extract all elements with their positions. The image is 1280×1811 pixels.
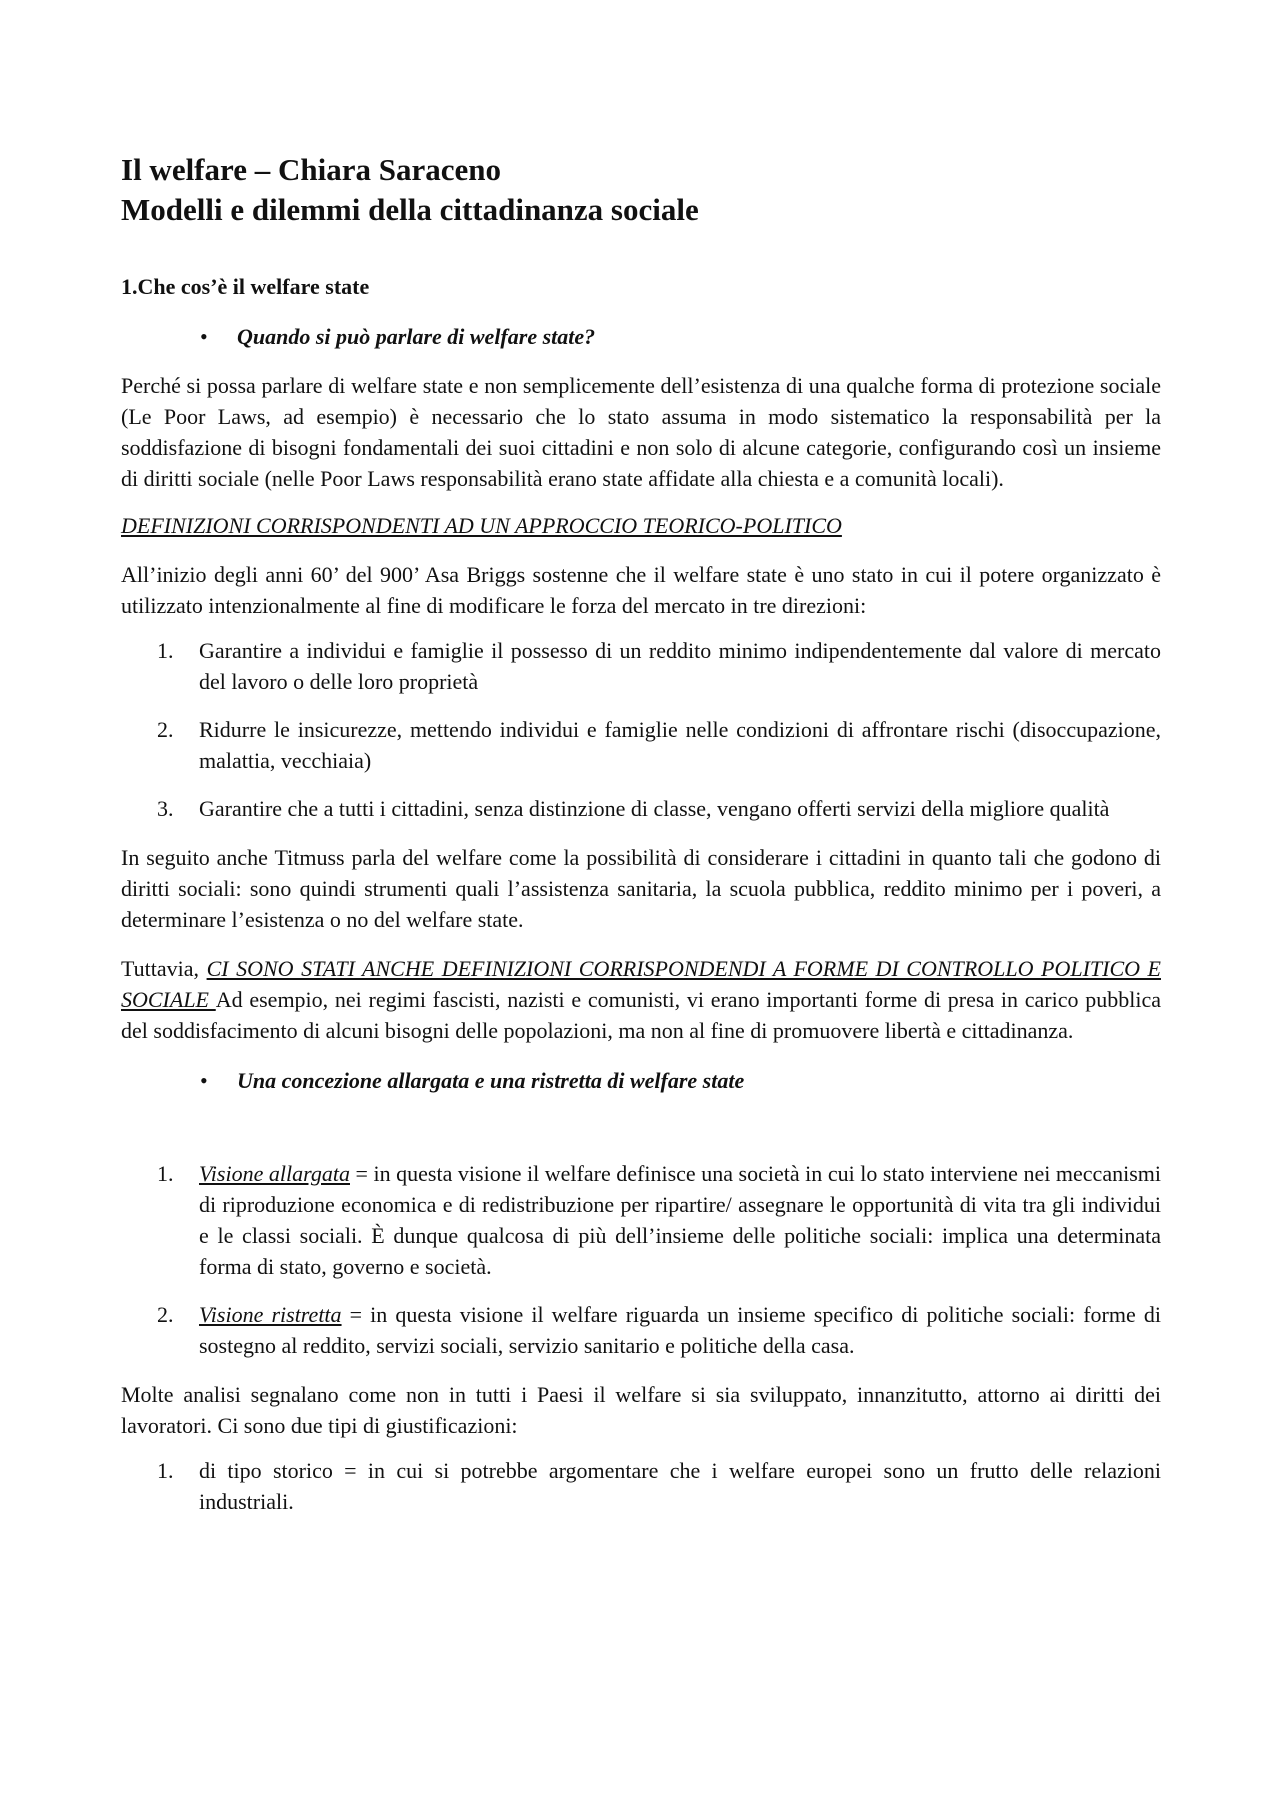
list-item-text: = in questa visione il welfare definisce una società in cui lo stato interviene nei meccanismi di riproduzione economica e di redistribuzione per ripartire/ assegnare le opportunità di vita tra gli individui e le classi sociali. È dunque qualcosa di più dell’insieme delle politiche sociali: implica una determinata forma di stato, governo e società. <box>199 1161 1161 1279</box>
list-item <box>121 1299 1161 1361</box>
list-item-number: 1. <box>157 1458 174 1483</box>
list-briggs-directions <box>121 635 1161 824</box>
bullet-dot-icon: • <box>200 1068 208 1093</box>
list-item <box>121 714 1161 776</box>
list-item <box>121 793 1161 824</box>
list-item-number: 2. <box>157 1302 174 1327</box>
document-title <box>121 150 1161 230</box>
list-item-number: 2. <box>157 717 174 742</box>
paragraph-4-rest: Ad esempio, nei regimi fascisti, nazisti e comunisti, vi erano importanti forme di presa in carico pubblica del soddisfacimento di alcuni bisogni delle popolazioni, ma non al fine di promuovere libertà e cittadinanza. <box>121 987 1161 1043</box>
term-visione-ristretta: Visione ristretta <box>199 1302 342 1327</box>
paragraph-4-lead: Tuttavia, <box>121 956 207 981</box>
bullet-question-2 <box>200 1066 1161 1096</box>
document-page <box>121 150 1161 1517</box>
bullet-question-2-text: Una concezione allargata e una ristretta di welfare state <box>237 1068 745 1093</box>
list-item-text: Ridurre le insicurezze, mettendo individui e famiglie nelle condizioni di affrontare rischi (disoccupazione, malattia, vecchiaia) <box>199 717 1161 773</box>
list-justifications <box>121 1455 1161 1517</box>
paragraph-4 <box>121 953 1161 1046</box>
bullet-question-1-text: Quando si può parlare di welfare state? <box>237 324 596 349</box>
list-item-text: = in questa visione il welfare riguarda un insieme specifico di politiche sociali: forme di sostegno al reddito, servizi sociali, servizio sanitario e politiche della casa. <box>199 1302 1161 1358</box>
list-item-text: Garantire a individui e famiglie il possesso di un reddito minimo indipendentemente dal valore di mercato del lavoro o delle loro proprietà <box>199 638 1161 694</box>
list-item <box>121 635 1161 697</box>
list-item-number: 1. <box>157 1161 174 1186</box>
paragraph-4-emphasis: CI SONO STATI ANCHE DEFINIZIONI CORRISPONDENDI A FORME DI CONTROLLO POLITICO E SOCIALE <box>121 956 1161 1012</box>
paragraph-3: In seguito anche Titmuss parla del welfare come la possibilità di considerare i cittadini in quanto tali che godono di diritti sociali: sono quindi strumenti quali l’assistenza sanitaria, la scuola pubblica, reddito minimo per i poveri, a determinare l’esistenza o no del welfare state. <box>121 845 1161 932</box>
spacer <box>121 1096 1161 1144</box>
title-line-1: Il welfare – Chiara Saraceno <box>121 152 501 187</box>
title-line-2: Modelli e dilemmi della cittadinanza sociale <box>121 192 699 227</box>
subheading-approccio: DEFINIZIONI CORRISPONDENTI AD UN APPROCCIO TEORICO-POLITICO <box>121 513 842 538</box>
list-item-number: 3. <box>157 796 174 821</box>
section-heading: 1.Che cos’è il welfare state <box>121 274 370 299</box>
list-item <box>121 1455 1161 1517</box>
list-item <box>121 1158 1161 1282</box>
bullet-question-1 <box>200 322 1161 352</box>
list-item-number: 1. <box>157 638 174 663</box>
list-item-text: Garantire che a tutti i cittadini, senza distinzione di classe, vengano offerti servizi della migliore qualità <box>199 796 1110 821</box>
bullet-dot-icon: • <box>200 324 208 349</box>
paragraph-1: Perché si possa parlare di welfare state e non semplicemente dell’esistenza di una qualche forma di protezione sociale (Le Poor Laws, ad esempio) è necessario che lo stato assuma in modo sistematico la responsabilità per la soddisfazione di bisogni fondamentali dei suoi cittadini e non solo di alcune categorie, configurando così un insieme di diritti sociale (nelle Poor Laws responsabilità erano state affidate alla chiesta e a comunità locali). <box>121 373 1161 491</box>
paragraph-2: All’inizio degli anni 60’ del 900’ Asa Briggs sostenne che il welfare state è uno stato in cui il potere organizzato è utilizzato intenzionalmente al fine di modificare le forza del mercato in tre direzioni: <box>121 562 1161 618</box>
list-visions <box>121 1158 1161 1361</box>
list-item-text: di tipo storico = in cui si potrebbe argomentare che i welfare europei sono un frutto delle relazioni industriali. <box>199 1458 1161 1514</box>
paragraph-5: Molte analisi segnalano come non in tutti i Paesi il welfare si sia sviluppato, innanzitutto, attorno ai diritti dei lavoratori. Ci sono due tipi di giustificazioni: <box>121 1382 1161 1438</box>
term-visione-allargata: Visione allargata <box>199 1161 350 1186</box>
